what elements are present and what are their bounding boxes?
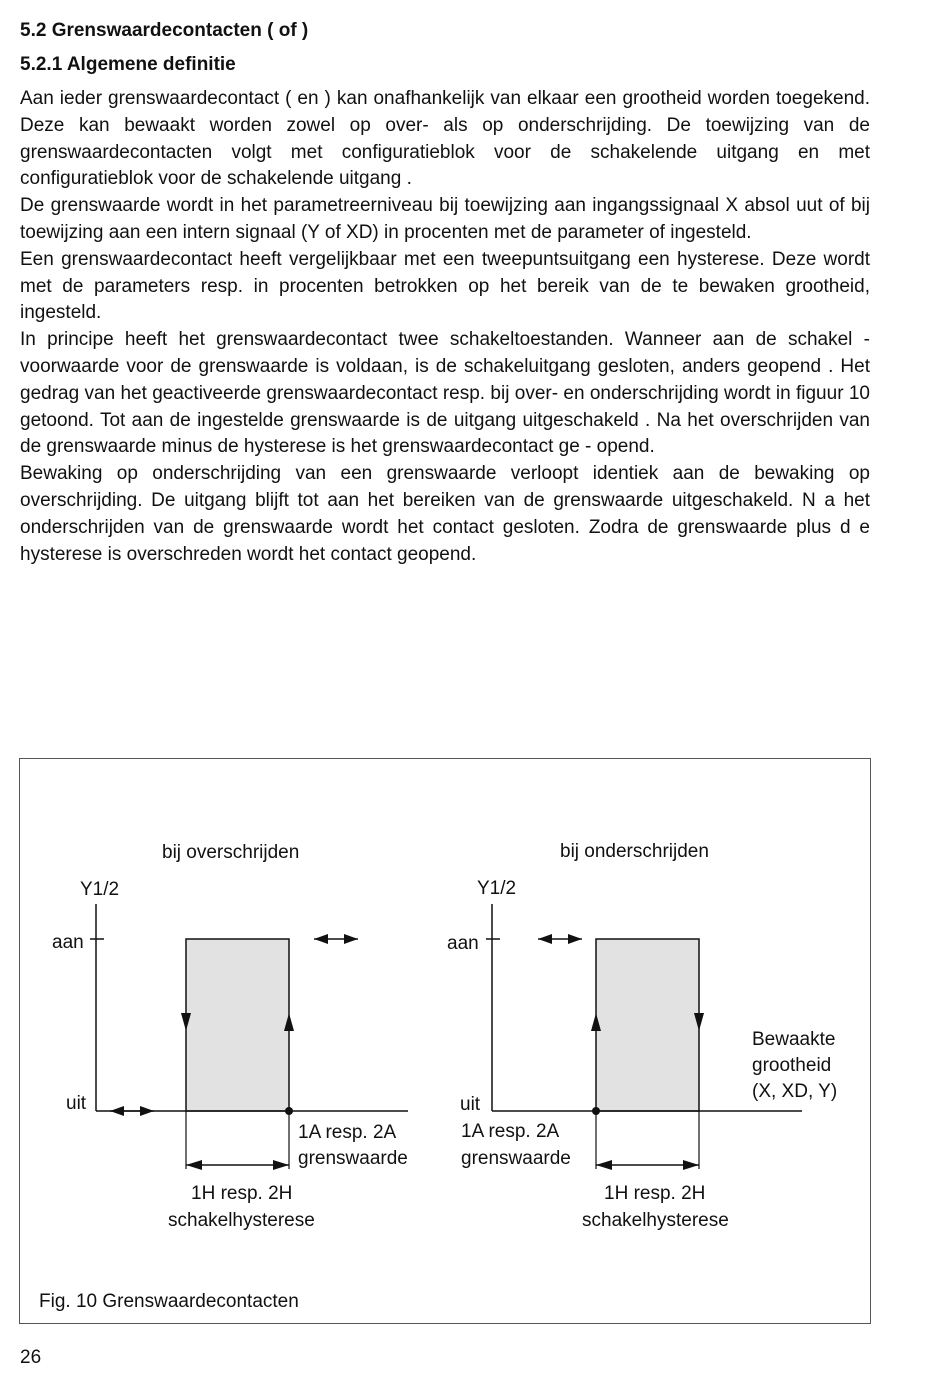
paragraph: In principe heeft het grenswaardecontact twee schakeltoestanden. Wanneer aan de schakel - voorwaarde voor de grenswaarde is voldaan, is de schakeluitgang gesloten, anders geopend . Het gedrag van het geactiveerde grenswaardecontact resp. bij over- en onderschrijding wordt in figuur 10 getoond. Tot aan de ingestelde grenswaarde is de uitgang uitgeschakeld . Na het overschrijden van de grenswaarde minus de hysterese is het grenswaardecontact ge - opend. <box>20 329 870 458</box>
y-axis-label: Y1/2 <box>80 879 120 900</box>
hysteresis-label: 1H resp. 2H <box>604 1183 706 1204</box>
arrow-right-icon <box>344 934 358 944</box>
arrow-left-icon <box>596 1160 612 1170</box>
y-axis-label: Y1/2 <box>477 878 517 899</box>
x-axis-label: grootheid <box>752 1055 832 1076</box>
paragraph: Aan ieder grenswaardecontact ( en ) kan onafhankelijk van elkaar een grootheid worden toegekend. Deze kan bewaakt worden zowel op over- als op onderschrijding. De toewijzing van de grenswaardecontacten volgt met configuratieblok voor de schakelende uitgang en met configuratieblok voor de schakelende uitgang . <box>20 88 870 190</box>
x-axis-label: (X, XD, Y) <box>752 1081 838 1102</box>
figure-caption: Fig. 10 Grenswaardecontacten <box>39 1291 299 1312</box>
paragraph: Een grenswaardecontact heeft vergelijkbaar met een tweepuntsuitgang een hysterese. Deze wordt met de parameters resp. in procenten betrokken op het bereik van de te bewaken grootheid, ingesteld. <box>20 248 870 324</box>
hysteresis-area <box>186 939 289 1111</box>
arrow-left-icon <box>186 1160 202 1170</box>
arrow-left-icon <box>314 934 328 944</box>
paragraph: Bewaking op onderschrijding van een grenswaarde verloopt identiek aan de bewaking op overschrijding. De uitgang blijft tot aan het bereiken van de grenswaarde uitgeschakeld. N a het onderschrijden van de grenswaarde wordt het contact gesloten. Zodra de grenswaarde plus d e hysterese is overschreden wordt het contact geopend. <box>20 463 870 565</box>
threshold-label: 1A resp. 2A <box>461 1121 560 1142</box>
off-level-label: uit <box>66 1093 87 1114</box>
section-heading: 5.2 Grenswaardecontacten ( of ) <box>20 20 309 41</box>
subsection-heading: 5.2.1 Algemene definitie <box>20 54 236 75</box>
arrow-right-icon <box>568 934 582 944</box>
diagram-overshoot <box>52 842 408 1231</box>
on-level-label: aan <box>447 933 479 954</box>
threshold-label: 1A resp. 2A <box>298 1122 397 1143</box>
figure-box <box>19 758 871 1324</box>
on-level-label: aan <box>52 932 84 953</box>
page-number: 26 <box>20 1347 42 1368</box>
x-axis-label: Bewaakte <box>752 1029 836 1050</box>
arrow-right-icon <box>683 1160 699 1170</box>
hysteresis-label: 1H resp. 2H <box>191 1183 293 1204</box>
body-text <box>20 86 870 568</box>
diagram-title: bij overschrijden <box>162 842 300 863</box>
threshold-label: grenswaarde <box>461 1148 571 1169</box>
diagram-title: bij onderschrijden <box>560 841 709 862</box>
diagram-undershoot <box>447 841 837 1231</box>
hysteresis-area <box>596 939 699 1111</box>
arrow-left-icon <box>538 934 552 944</box>
hysteresis-label: schakelhysterese <box>168 1210 315 1231</box>
arrow-left-icon <box>110 1106 124 1116</box>
threshold-label: grenswaarde <box>298 1148 408 1169</box>
off-level-label: uit <box>460 1094 481 1115</box>
paragraph: De grenswaarde wordt in het parametreerniveau bij toewijzing aan ingangssignaal X absol uut of bij toewijzing aan een intern signaal (Y of XD) in procenten met de parameter of ingesteld. <box>20 195 870 243</box>
hysteresis-diagram <box>20 759 872 1325</box>
arrow-right-icon <box>273 1160 289 1170</box>
arrow-right-icon <box>140 1106 154 1116</box>
hysteresis-label: schakelhysterese <box>582 1210 729 1231</box>
